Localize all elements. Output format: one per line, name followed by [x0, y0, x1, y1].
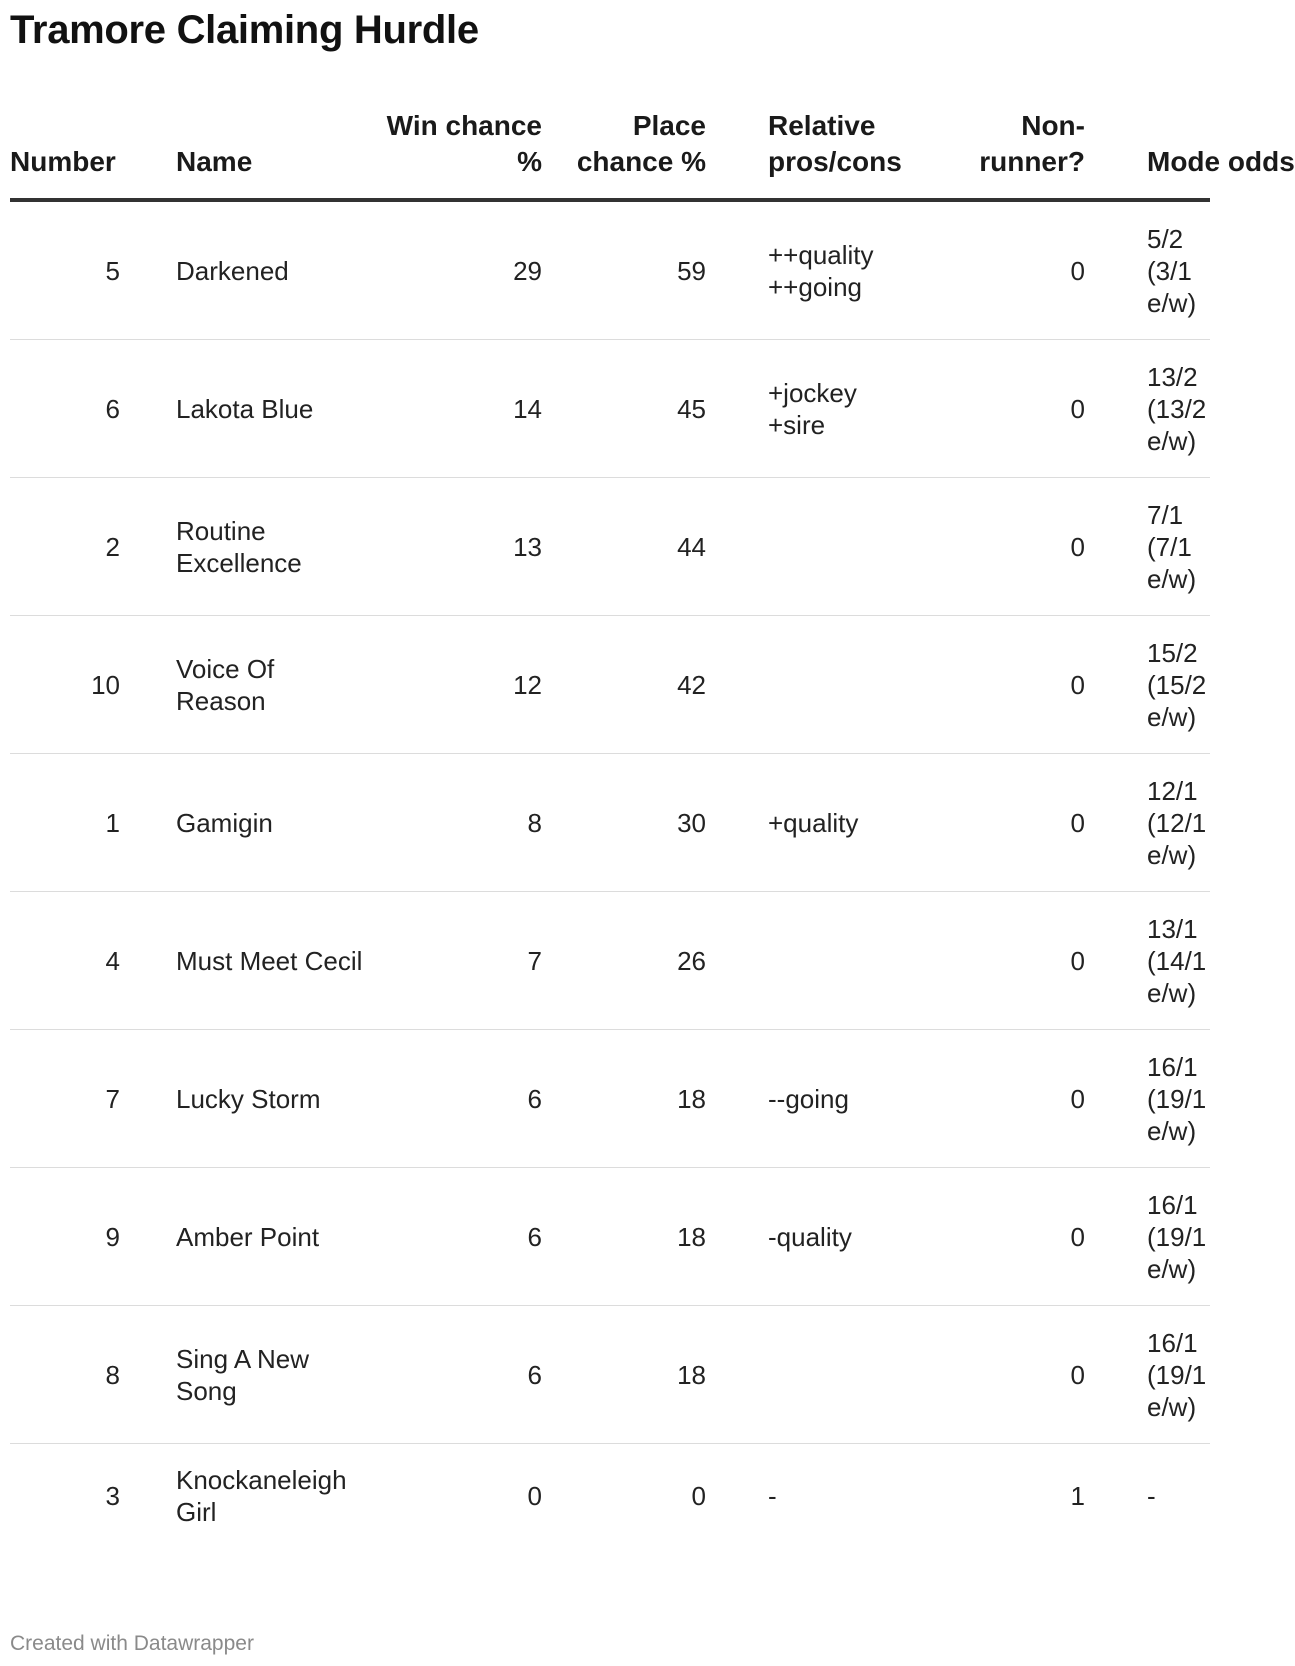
cell-spacer: [1085, 1168, 1147, 1306]
table-row: [10, 754, 1210, 892]
cell-mode-odds: 12/1 (12/1 e/w): [1147, 754, 1210, 892]
cell-number: 2: [10, 478, 120, 616]
cell-spacer: [120, 1168, 176, 1306]
footer-credit: Created with Datawrapper: [10, 1632, 254, 1655]
cell-spacer: [1085, 892, 1147, 1030]
cell-number: 9: [10, 1168, 120, 1306]
header-number: Number: [10, 108, 120, 200]
cell-mode-odds: 16/1 (19/1 e/w): [1147, 1306, 1210, 1444]
cell-relative: ++quality ++going: [768, 200, 958, 340]
header-place-chance: Place chance %: [542, 108, 706, 200]
cell-mode-odds: 5/2 (3/1 e/w): [1147, 200, 1210, 340]
cell-place-chance: 42: [542, 616, 706, 754]
cell-non-runner: 0: [958, 892, 1085, 1030]
cell-win-chance: 14: [364, 340, 542, 478]
cell-spacer: [706, 616, 768, 754]
header-spacer: [1085, 108, 1147, 200]
cell-win-chance: 6: [364, 1030, 542, 1168]
cell-name: Amber Point: [176, 1168, 364, 1306]
table-row: [10, 478, 1210, 616]
cell-spacer: [1085, 616, 1147, 754]
cell-spacer: [1085, 1030, 1147, 1168]
cell-win-chance: 12: [364, 616, 542, 754]
cell-number: 8: [10, 1306, 120, 1444]
cell-relative: [768, 616, 958, 754]
cell-non-runner: 0: [958, 754, 1085, 892]
cell-spacer: [120, 1444, 176, 1549]
table-row: [10, 1168, 1210, 1306]
header-non-runner: Non-runner?: [958, 108, 1085, 200]
cell-number: 6: [10, 340, 120, 478]
header-spacer: [120, 108, 176, 200]
cell-name: Gamigin: [176, 754, 364, 892]
cell-spacer: [120, 892, 176, 1030]
cell-relative: -: [768, 1481, 777, 1511]
cell-spacer: [706, 1168, 768, 1306]
cell-spacer: [706, 1306, 768, 1444]
cell-name: Lakota Blue: [176, 340, 364, 478]
header-mode-odds: Mode odds: [1147, 108, 1210, 200]
cell-place-chance: 45: [542, 340, 706, 478]
cell-relative: [768, 478, 958, 616]
cell-number: 7: [10, 1030, 120, 1168]
cell-non-runner: 0: [958, 478, 1085, 616]
cell-spacer: [706, 892, 768, 1030]
cell-place-chance: 18: [542, 1168, 706, 1306]
cell-place-chance: 18: [542, 1306, 706, 1444]
cell-non-runner: 0: [958, 616, 1085, 754]
cell-spacer: [1085, 1444, 1147, 1549]
odds-table: [10, 108, 1295, 1548]
cell-relative: -quality: [768, 1168, 958, 1306]
cell-non-runner: 0: [958, 1030, 1085, 1168]
cell-number: 10: [10, 616, 120, 754]
cell-spacer: [706, 754, 768, 892]
cell-place-chance: 30: [542, 754, 706, 892]
cell-name: Sing A New Song: [176, 1306, 364, 1444]
cell-non-runner: 0: [958, 200, 1085, 340]
chart-title: Tramore Claiming Hurdle: [10, 8, 479, 52]
cell-spacer: [120, 1306, 176, 1444]
cell-place-chance: 18: [542, 1030, 706, 1168]
cell-mode-odds: 13/1 (14/1 e/w): [1147, 892, 1210, 1030]
cell-relative: [768, 1306, 958, 1444]
cell-place-chance: 26: [542, 892, 706, 1030]
cell-non-runner: 1: [1070, 1481, 1085, 1511]
table-row: [10, 892, 1210, 1030]
cell-spacer: [706, 340, 768, 478]
cell-place-chance: 0: [691, 1481, 706, 1511]
cell-spacer: [706, 200, 768, 340]
cell-name: Knockaneleigh Girl: [176, 1465, 347, 1527]
table-body: [10, 200, 1210, 1548]
cell-win-chance: 6: [364, 1168, 542, 1306]
header-name: Name: [176, 108, 364, 200]
table-row: [10, 616, 1210, 754]
cell-spacer: [1085, 200, 1147, 340]
cell-number: 1: [10, 754, 120, 892]
cell-spacer: [120, 1030, 176, 1168]
cell-non-runner: 0: [958, 1168, 1085, 1306]
cell-mode-odds: 7/1 (7/1 e/w): [1147, 478, 1210, 616]
cell-mode-odds: -: [1147, 1481, 1156, 1511]
cell-place-chance: 59: [542, 200, 706, 340]
cell-spacer: [1085, 754, 1147, 892]
cell-place-chance: 44: [542, 478, 706, 616]
cell-name: Darkened: [176, 200, 364, 340]
table-row: [10, 200, 1210, 340]
cell-win-chance: 29: [364, 200, 542, 340]
cell-non-runner: 0: [958, 340, 1085, 478]
cell-spacer: [1085, 1306, 1147, 1444]
cell-relative: --going: [768, 1030, 958, 1168]
header-win-chance: Win chance %: [364, 108, 542, 200]
table-row: [10, 1030, 1210, 1168]
cell-spacer: [706, 1444, 768, 1549]
table-header-row: [10, 108, 1210, 200]
cell-spacer: [120, 754, 176, 892]
cell-win-chance: 13: [364, 478, 542, 616]
cell-spacer: [120, 200, 176, 340]
cell-mode-odds: 15/2 (15/2 e/w): [1147, 616, 1210, 754]
cell-relative: +quality: [768, 754, 958, 892]
cell-mode-odds: 16/1 (19/1 e/w): [1147, 1030, 1210, 1168]
cell-name: Voice Of Reason: [176, 616, 364, 754]
cell-name: Lucky Storm: [176, 1030, 364, 1168]
cell-spacer: [706, 1030, 768, 1168]
cell-name: Must Meet Cecil: [176, 892, 364, 1030]
cell-non-runner: 0: [958, 1306, 1085, 1444]
cell-spacer: [1085, 340, 1147, 478]
cell-relative: +jockey +sire: [768, 340, 958, 478]
cell-number: 3: [105, 1481, 120, 1511]
cell-win-chance: 7: [364, 892, 542, 1030]
table-row: [10, 1306, 1210, 1444]
cell-relative: [768, 892, 958, 1030]
cell-number: 5: [10, 200, 120, 340]
cell-number: 4: [10, 892, 120, 1030]
cell-spacer: [120, 340, 176, 478]
cell-mode-odds: 16/1 (19/1 e/w): [1147, 1168, 1210, 1306]
header-relative: Relative pros/cons: [768, 108, 958, 200]
cell-spacer: [120, 616, 176, 754]
cell-spacer: [120, 478, 176, 616]
odds-table-container: [10, 108, 1295, 1548]
table-row: [10, 340, 1210, 478]
cell-win-chance: 0: [527, 1481, 542, 1511]
cell-mode-odds: 13/2 (13/2 e/w): [1147, 340, 1210, 478]
cell-name: Routine Excellence: [176, 478, 364, 616]
cell-win-chance: 8: [364, 754, 542, 892]
cell-spacer: [1085, 478, 1147, 616]
header-spacer: [706, 108, 768, 200]
table-row: [10, 1444, 1210, 1549]
cell-spacer: [706, 478, 768, 616]
cell-win-chance: 6: [364, 1306, 542, 1444]
